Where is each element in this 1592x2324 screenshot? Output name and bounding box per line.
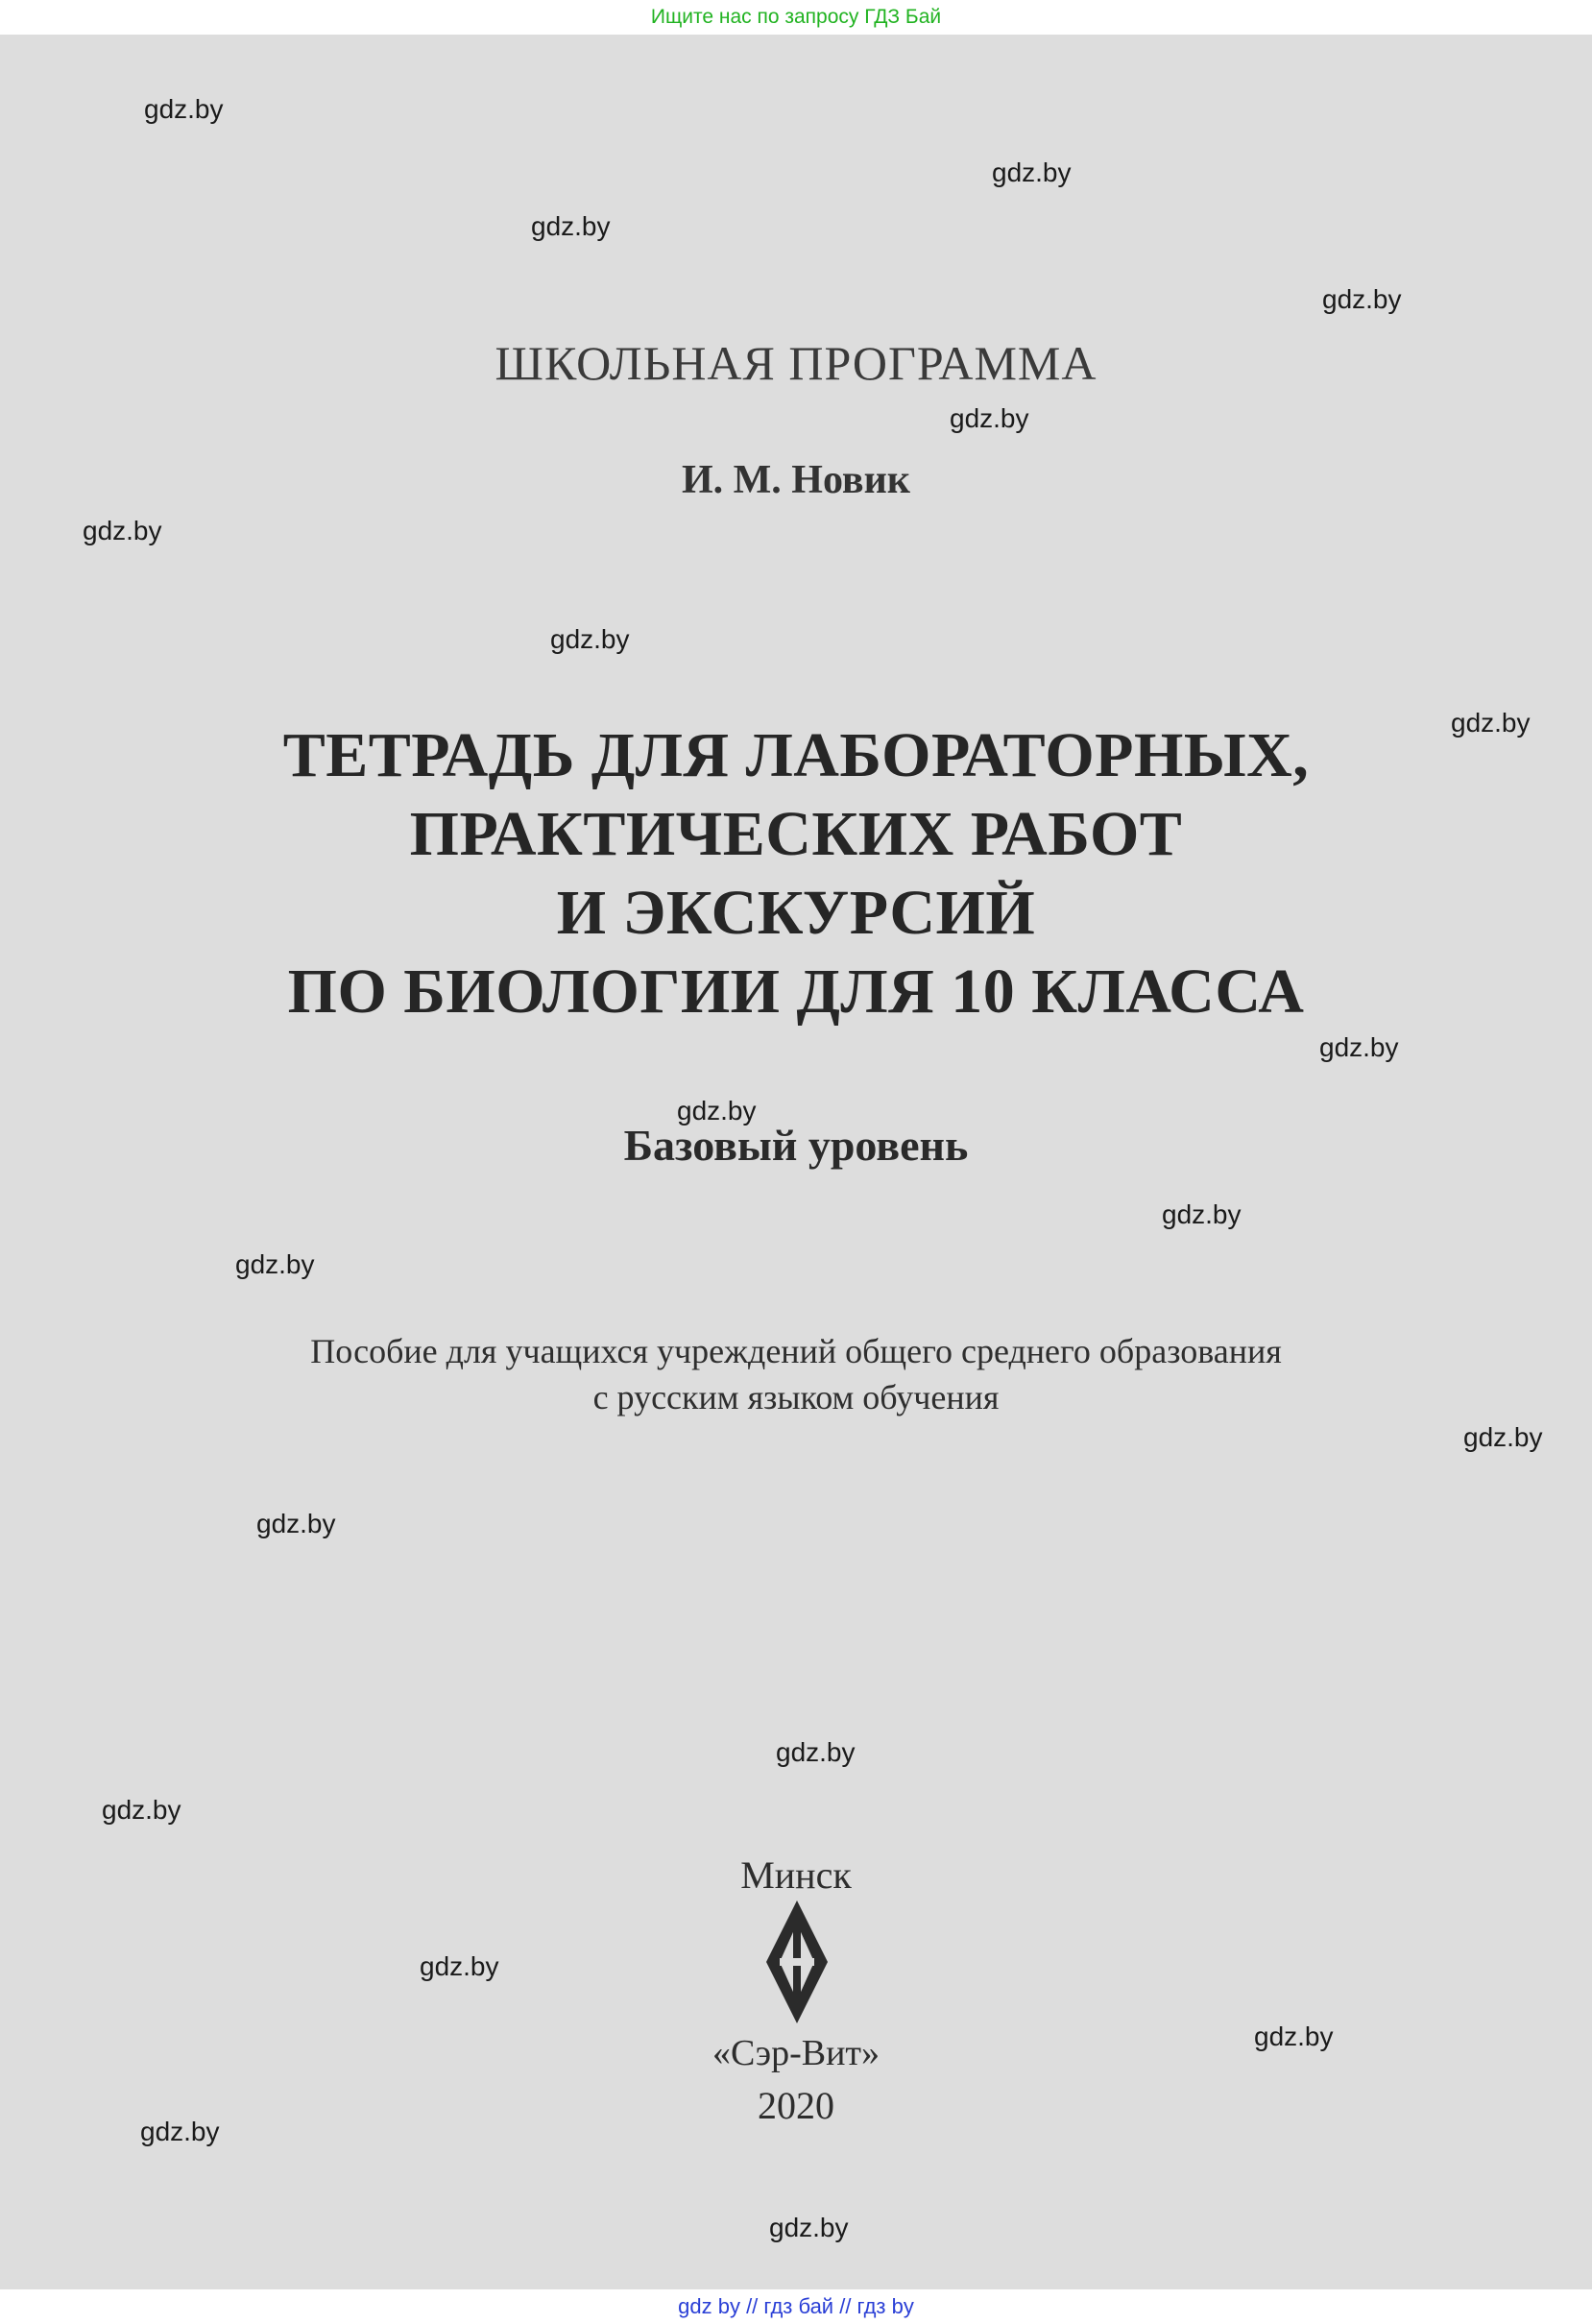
watermark-text: gdz.by	[776, 1737, 856, 1767]
cover-page	[0, 35, 1592, 2289]
watermark-text: gdz.by	[144, 94, 224, 124]
level-label: Базовый уровень	[623, 1121, 969, 1170]
title-line: ПО БИОЛОГИИ ДЛЯ 10 КЛАССА	[287, 956, 1305, 1027]
watermark-text: gdz.by	[992, 157, 1072, 187]
watermark-text: gdz.by	[83, 516, 162, 545]
watermark-text: gdz.by	[1254, 2021, 1334, 2051]
title-line: ТЕТРАДЬ ДЛЯ ЛАБОРАТОРНЫХ,	[282, 720, 1310, 790]
watermark-text: gdz.by	[677, 1096, 757, 1126]
description-line: Пособие для учащихся учреждений общего среднего образования	[310, 1332, 1282, 1370]
book-title	[0, 716, 1592, 1031]
description-line: с русским языком обучения	[592, 1378, 1000, 1416]
series-name: ШКОЛЬНАЯ ПРОГРАММА	[494, 336, 1098, 390]
watermark-text: gdz.by	[1463, 1422, 1543, 1452]
top-banner[interactable]: Ищите нас по запросу ГДЗ Бай	[0, 0, 1592, 35]
watermark-text: gdz.by	[235, 1249, 315, 1279]
publisher-name: «Сэр-Вит»	[712, 2033, 880, 2073]
author-name: И. М. Новик	[681, 458, 910, 502]
watermark-text: gdz.by	[102, 1795, 181, 1825]
watermark-text: gdz.by	[769, 2213, 849, 2242]
watermark-text: gdz.by	[256, 1509, 336, 1538]
watermark-text: gdz.by	[550, 624, 630, 654]
watermark-text: gdz.by	[1319, 1032, 1399, 1062]
watermark-text: gdz.by	[950, 403, 1029, 433]
watermark-text: gdz.by	[531, 211, 611, 241]
publication-year: 2020	[758, 2084, 834, 2127]
watermark-text: gdz.by	[1451, 708, 1531, 738]
footer-links[interactable]: gdz by // гдз бай // гдз by	[0, 2289, 1592, 2324]
watermark-text: gdz.by	[1162, 1199, 1242, 1229]
ser-vit-logo-icon	[766, 1900, 828, 2023]
watermark-text: gdz.by	[420, 1951, 499, 1981]
watermark-text: gdz.by	[1322, 284, 1402, 314]
city: Минск	[740, 1853, 852, 1897]
description	[0, 1328, 1592, 1420]
title-line: ПРАКТИЧЕСКИХ РАБОТ	[409, 799, 1183, 869]
watermark-text: gdz.by	[140, 2117, 220, 2146]
title-line: И ЭКСКУРСИЙ	[556, 878, 1036, 948]
